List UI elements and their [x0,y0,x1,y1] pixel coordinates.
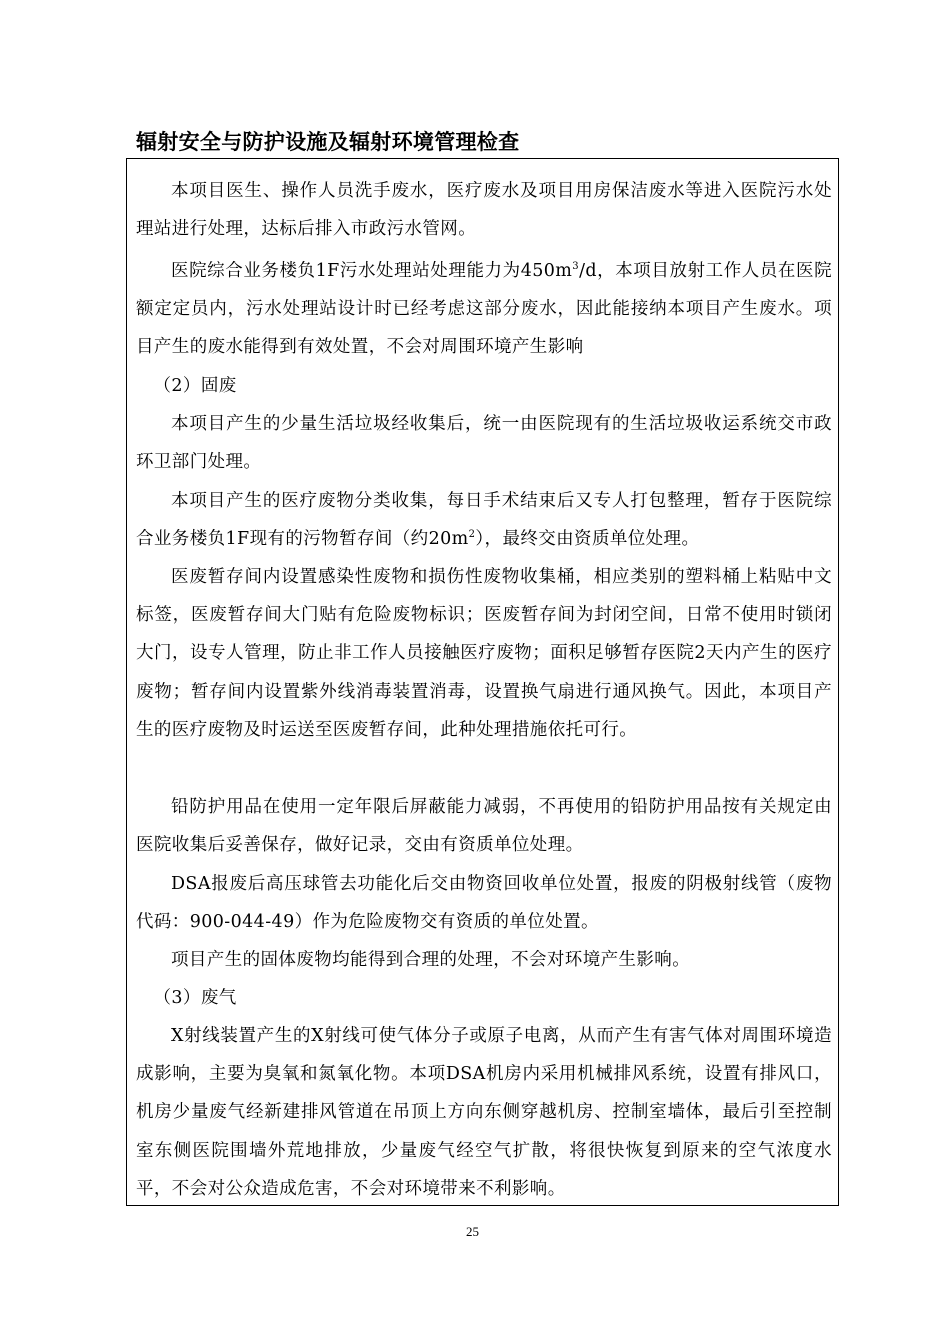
paragraph-solid-waste-summary: 项目产生的固体废物均能得到合理的处理，不会对环境产生影响。 [171,950,691,970]
paragraph-domestic-garbage: 本项目产生的少量生活垃圾经收集后，统一由医院现有的生活垃圾收运系统交市政环卫部门处理。 [136,414,832,473]
page-number: 25 [466,1224,479,1239]
page-title: 辐射安全与防护设施及辐射环境管理检查 [136,130,520,154]
paragraph-waste-gas: X射线装置产生的X射线可使气体分子或原子电离，从而产生有害气体对周围环境造成影响，主要为臭氧和氮氧化物。本项DSA机房内采用机械排风系统，设置有排风口，机房少量废气经新建排风管道在吊顶上方向东侧穿越机房、控制室墙体，最后引至控制室东侧医院围墙外荒地排放，少量废气经空气扩散，将很快恢复到原来的空气浓度水平，不会对公众造成危害，不会对环境带来不利影响。 [136,1026,832,1199]
heading-solid-waste: （2）固废 [153,376,237,396]
paragraph-lead-protection: 铅防护用品在使用一定年限后屏蔽能力减弱，不再使用的铅防护用品按有关规定由医院收集后妥善保存，做好记录，交由有资质单位处理。 [136,797,832,856]
paragraph-wastewater-sources: 本项目医生、操作人员洗手废水，医疗废水及项目用房保洁废水等进入医院污水处理站进行处理，达标后排入市政污水管网。 [136,181,832,240]
paragraph-medical-waste-storage: 医废暂存间内设置感染性废物和损伤性废物收集桶，相应类别的塑料桶上粘贴中文标签，医废暂存间大门贴有危险废物标识；医废暂存间为封闭空间，日常不使用时锁闭大门，设专人管理，防止非工作人员接触医疗废物；面积足够暂存医院2天内产生的医疗废物；暂存间内设置紫外线消毒装置消毒，设置换气扇进行通风换气。因此，本项目产生的医疗废物及时运送至医废暂存间，此种处理措施依托可行。 [136,567,832,740]
paragraph-wastewater-capacity: 医院综合业务楼负1F污水处理站处理能力为$450m^3/d$，本项目放射工作人员在医院额定定员内，污水处理站设计时已经考虑这部分废水，因此能接纳本项目产生废水。项目产生的废水能得到有效处置，不会对周围环境产生影响 [136,261,832,358]
paragraph-dsa-disposal: DSA报废后高压球管去功能化后交由物资回收单位处置，报废的阴极射线管（废物代码：900-044-49）作为危险废物交有资质的单位处置。 [136,874,832,933]
heading-waste-gas: （3）废气 [153,988,237,1008]
paragraph-medical-waste-collection: 本项目产生的医疗废物分类收集，每日手术结束后又专人打包整理，暂存于医院综合业务楼负1F现有的污物暂存间（约$20m^2$），最终交由资质单位处理。 [136,491,832,550]
